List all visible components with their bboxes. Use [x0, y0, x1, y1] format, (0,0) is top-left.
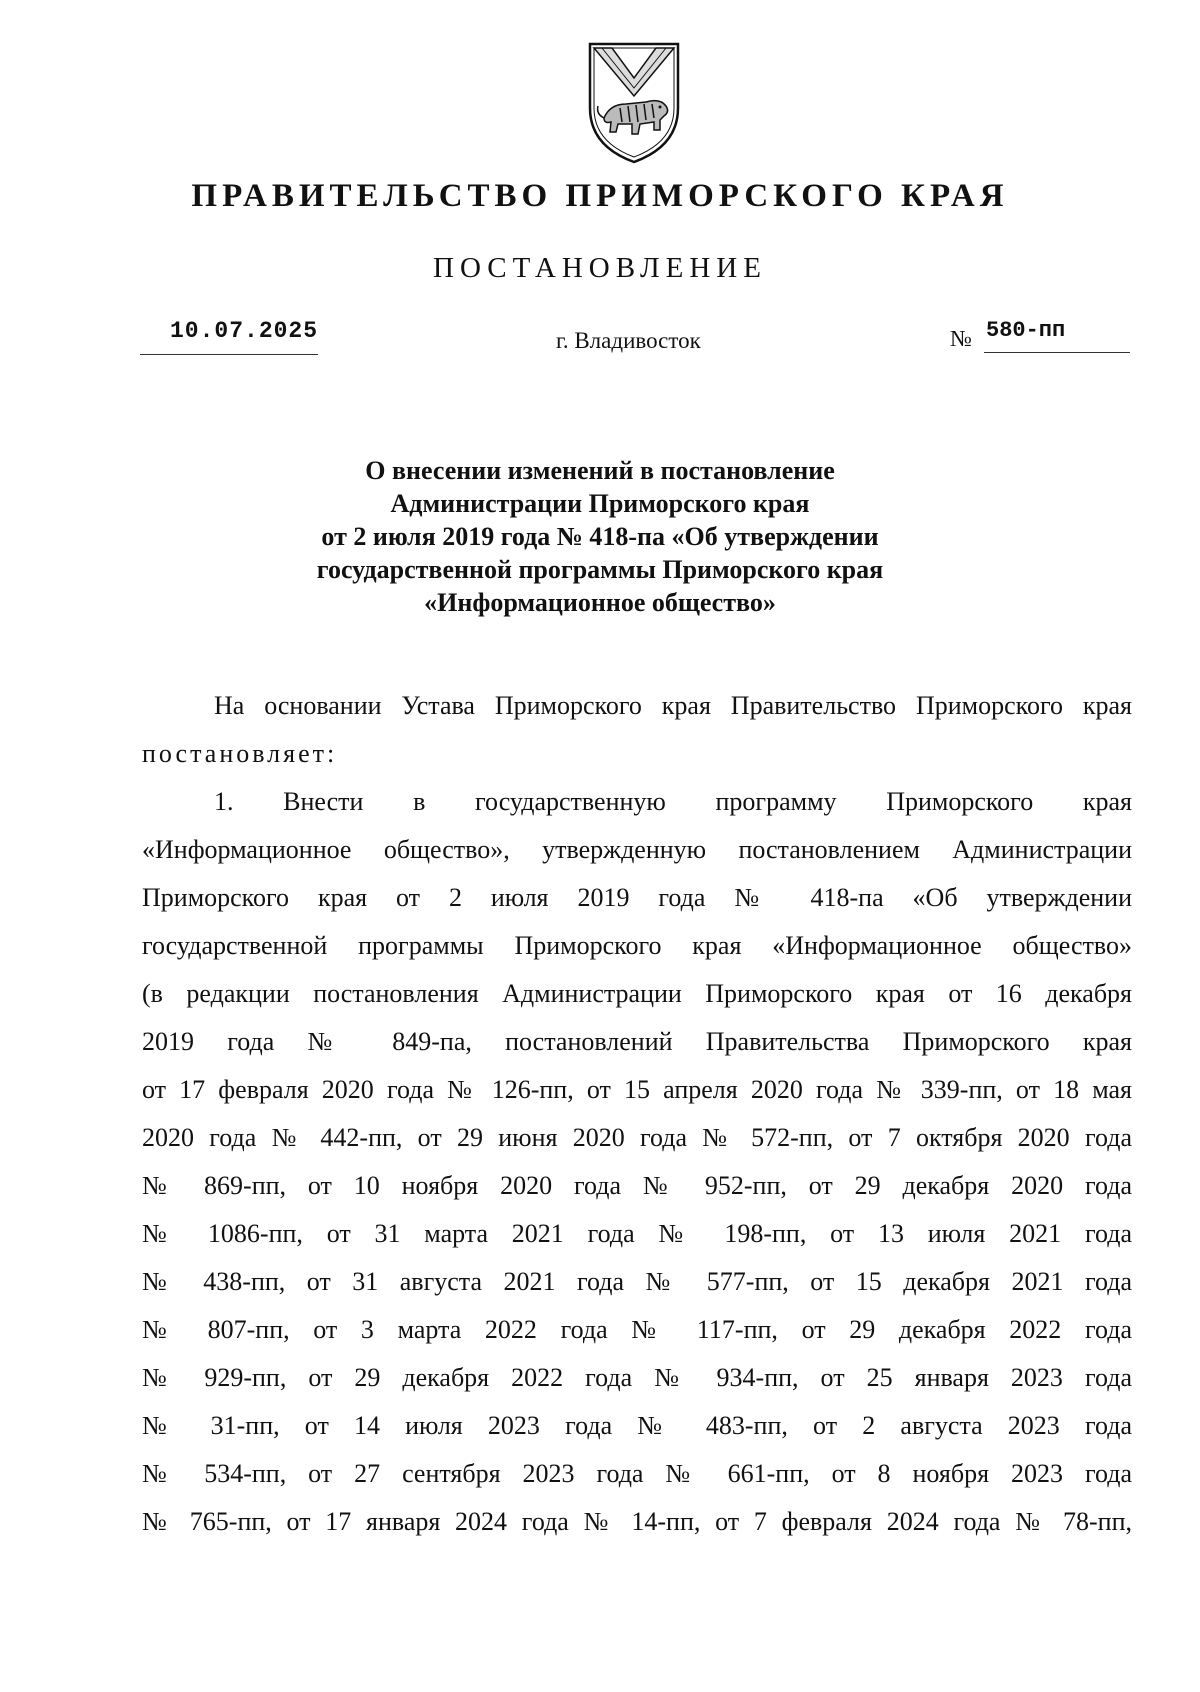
body-line: № 807-пп, от 3 марта 2022 года № 117-пп, от 29 декабря 2022 года [142, 1315, 1132, 1344]
subject-line: О внесении изменений в постановление [365, 456, 835, 485]
coat-of-arms-emblem [584, 38, 684, 166]
date-field [140, 316, 318, 360]
body-line: № 929-пп, от 29 декабря 2022 года № 934-пп, от 25 января 2023 года [142, 1363, 1132, 1392]
body-line: № 438-пп, от 31 августа 2021 года № 577-пп, от 15 декабря 2021 года [142, 1267, 1132, 1296]
body-line: (в редакции постановления Администрации Приморского края от 16 декабря [142, 979, 1132, 1008]
body-line: 2020 года № 442-пп, от 29 июня 2020 года № 572-пп, от 7 октября 2020 года [142, 1123, 1132, 1152]
body-line: № 765-пп, от 17 января 2024 года № 14-пп, от 7 февраля 2024 года № 78-пп, [142, 1507, 1132, 1536]
body-line: Приморского края от 2 июля 2019 года № 418-па «Об утверждении [142, 883, 1132, 912]
body-line: № 869-пп, от 10 ноября 2020 года № 952-пп, от 29 декабря 2020 года [142, 1171, 1132, 1200]
subject-line: «Информационное общество» [424, 588, 776, 617]
government-title: ПРАВИТЕЛЬСТВО ПРИМОРСКОГО КРАЯ [191, 178, 1009, 214]
body-line: № 534-пп, от 27 сентября 2023 года № 661-пп, от 8 ноября 2023 года [142, 1459, 1132, 1488]
body-line: № 31-пп, от 14 июля 2023 года № 483-пп, от 2 августа 2023 года [142, 1411, 1132, 1440]
body-line: На основании Устава Приморского края Правительство Приморского края [214, 691, 1132, 720]
subject-line: государственной программы Приморского края [316, 555, 884, 584]
subject-line: от 2 июля 2019 года № 418-па «Об утверждении [321, 522, 879, 551]
number-field [950, 316, 1130, 360]
body-line: 1. Внести в государственную программу Приморского края [214, 787, 1132, 816]
date-underline [140, 354, 318, 355]
document-date: 10.07.2025 [170, 318, 319, 344]
body-line: № 1086-пп, от 31 марта 2021 года № 198-пп, от 13 июля 2021 года [142, 1219, 1132, 1248]
body-line: государственной программы Приморского края «Информационное общество» [142, 931, 1132, 960]
document-subject [200, 454, 1000, 619]
document-number: 580-пп [986, 318, 1066, 343]
number-underline [984, 352, 1130, 353]
number-sign: № [950, 326, 972, 351]
document-type: ПОСТАНОВЛЕНИЕ [433, 252, 767, 284]
body-line: от 17 февраля 2020 года № 126-пп, от 15 апреля 2020 года № 339-пп, от 18 мая [142, 1075, 1132, 1104]
body-line: 2019 года № 849-па, постановлений Правительства Приморского края [142, 1027, 1132, 1056]
body-line: «Информационное общество», утвержденную постановлением Администрации [142, 835, 1132, 864]
subject-line: Администрации Приморского края [390, 489, 810, 518]
city-name: г. Владивосток [556, 328, 701, 353]
body-line: постановляет: [142, 739, 338, 768]
document-body [142, 682, 1132, 1546]
